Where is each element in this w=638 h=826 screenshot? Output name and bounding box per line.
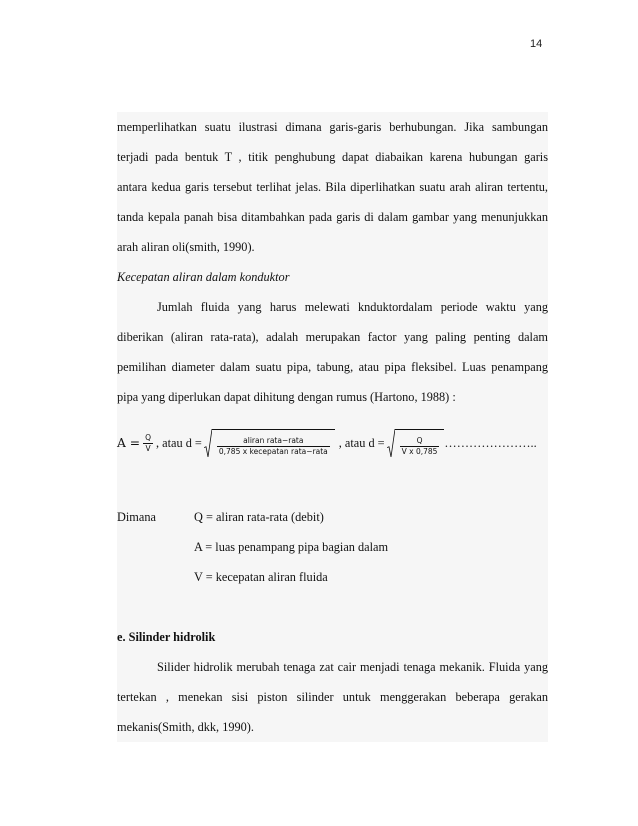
definition-row <box>117 562 548 592</box>
paragraph-line: Silider hidrolik merubah tenaga zat cair menjadi tenaga mekanik. Fluida yang <box>157 660 548 674</box>
paragraph-line: antara kedua garis tersebut terlihat jelas. Bila diperlihatkan suatu arah aliran tertentu, <box>117 180 548 194</box>
definition-desc: Q = aliran rata-rata (debit) <box>194 510 324 524</box>
definition-desc: V = kecepatan aliran fluida <box>194 570 328 584</box>
fraction-denominator: V <box>145 443 151 453</box>
fraction-denominator: 0,785 x kecepatan rata−rata <box>218 447 328 456</box>
formula-a-lhs: A = <box>117 436 141 450</box>
fraction-q-over-v-constant <box>400 436 440 457</box>
square-root-1 <box>204 429 335 457</box>
definition-row <box>117 532 548 562</box>
square-root-2 <box>387 429 445 457</box>
paragraph-line: mekanis(Smith, dkk, 1990). <box>117 720 254 734</box>
radical-icon <box>204 429 212 457</box>
paragraph-line: terjadi pada bentuk T , titik penghubung dapat diabaikan karena hubungan garis <box>117 150 548 164</box>
paragraph-line: pipa yang diperlukan dapat dihitung dengan rumus (Hartono, 1988) : <box>117 390 456 404</box>
fraction-numerator: Q <box>416 436 423 445</box>
fraction-flow-over-velocity <box>217 436 330 457</box>
paragraph-line: diberikan (aliran rata-rata), adalah merupakan factor yang paling penting dalam <box>117 330 548 344</box>
paragraph-line: tanda kepala panah bisa ditambahkan pada garis di dalam gambar yang menunjukkan <box>117 210 548 224</box>
formula-block <box>117 412 548 472</box>
paragraph-line: Jumlah fluida yang harus melewati knduktordalam periode waktu yang <box>157 300 548 314</box>
fraction-denominator: V x 0,785 <box>401 447 438 456</box>
paragraph-line: tertekan , menekan sisi piston silinder untuk menggerakan beberapa gerakan <box>117 690 548 704</box>
paragraph-line: memperlihatkan suatu ilustrasi dimana garis-garis berhubungan. Jika sambungan <box>117 120 548 134</box>
radical-icon <box>387 429 395 457</box>
paragraph-line: pemilihan diameter dalam suatu pipa, tabung, atau pipa fleksibel. Luas penampang <box>117 360 548 374</box>
fraction-numerator: Q <box>145 432 151 442</box>
page-body <box>117 112 548 742</box>
fraction-numerator: aliran rata−rata <box>243 436 304 445</box>
formula-dots: ………………….. <box>444 435 537 450</box>
fraction-q-over-v <box>143 433 153 454</box>
section-heading: e. Silinder hidrolik <box>117 630 216 644</box>
formula-separator: , atau d = <box>338 435 385 450</box>
formula-separator: , atau d = <box>156 435 202 450</box>
paragraph-line: arah aliran oli(smith, 1990). <box>117 240 255 254</box>
page-number: 14 <box>530 38 543 50</box>
definition-term: Dimana <box>117 510 156 524</box>
definition-row <box>117 502 548 532</box>
definition-desc: A = luas penampang pipa bagian dalam <box>194 540 389 554</box>
subheading: Kecepatan aliran dalam konduktor <box>117 270 290 284</box>
